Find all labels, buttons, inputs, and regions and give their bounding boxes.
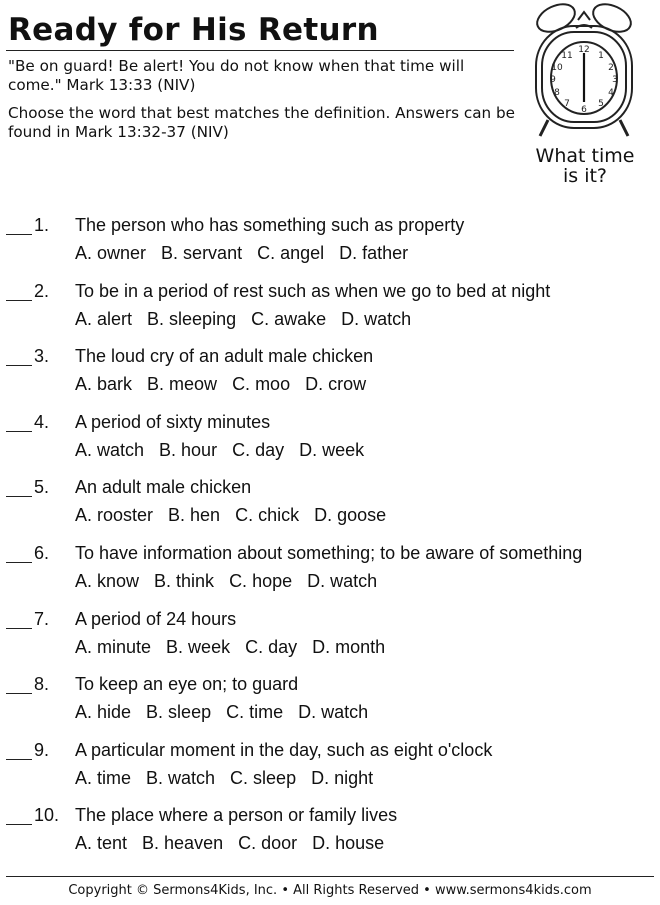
question-definition: The place where a person or family lives (75, 805, 398, 826)
answer-blank[interactable] (6, 562, 32, 563)
svg-text:11: 11 (561, 51, 573, 61)
svg-text:2: 2 (608, 63, 614, 73)
question-number: 7. (34, 608, 50, 629)
question-item (0, 214, 660, 274)
question-definition: A particular moment in the day, such as eight o'clock (75, 739, 493, 760)
answer-option: D. watch (298, 702, 369, 723)
page-title: Ready for His Return (8, 12, 379, 48)
answer-option: C. door (238, 833, 298, 854)
question-definition: The loud cry of an adult male chicken (75, 346, 374, 367)
answer-option: A. time (75, 767, 132, 788)
question-number: 1. (34, 215, 50, 235)
answer-blank[interactable] (6, 693, 32, 694)
footer-copyright: Copyright © Sermons4Kids, Inc. • All Rights Reserved • www.sermons4kids.com (68, 883, 592, 898)
answer-option: C. time (226, 702, 284, 723)
answer-option: D. father (339, 243, 409, 263)
answer-options (75, 768, 388, 789)
answer-option: D. crow (305, 374, 367, 395)
answer-blank[interactable] (6, 824, 32, 825)
answer-options (75, 374, 381, 395)
question-number: 10. (34, 805, 60, 826)
question-number: 5. (34, 477, 50, 498)
answer-blank[interactable] (6, 759, 32, 760)
answer-blank[interactable] (6, 365, 32, 366)
answer-blank[interactable] (6, 300, 32, 301)
title-divider (6, 50, 514, 51)
answer-option: B. hour (159, 439, 218, 460)
scripture-verse: "Be on guard! Be alert! You do not know when that time will come." Mark 13:33 (NIV) (8, 57, 465, 94)
question-number: 9. (34, 739, 50, 760)
answer-option: C. sleep (230, 767, 297, 788)
answer-option: C. moo (232, 374, 291, 395)
answer-option: A. alert (75, 308, 133, 329)
answer-options (75, 637, 400, 658)
question-item (0, 542, 660, 602)
question-item (0, 411, 660, 471)
answer-option: B. sleep (146, 702, 212, 723)
answer-option: C. chick (235, 505, 300, 526)
question-item (0, 673, 660, 733)
answer-option: A. tent (75, 833, 128, 854)
question-item (0, 476, 660, 536)
instructions: Choose the word that best matches the definition. Answers can be found in Mark 13:32-37 (NIV) (8, 104, 515, 141)
answer-option: B. sleeping (147, 308, 237, 329)
answer-options (75, 571, 392, 592)
answer-option: D. month (312, 636, 386, 657)
answer-option: B. meow (147, 374, 218, 395)
footer-divider (6, 876, 654, 877)
answer-option: B. think (154, 571, 215, 591)
svg-text:3: 3 (612, 75, 618, 85)
answer-option: A. hide (75, 702, 132, 723)
question-item (0, 280, 660, 340)
question-definition: A period of sixty minutes (75, 411, 271, 432)
answer-options (75, 833, 399, 854)
question-item (0, 608, 660, 668)
question-definition: To have information about something; to be aware of something (75, 543, 583, 563)
answer-option: A. know (75, 571, 140, 591)
svg-text:9: 9 (550, 75, 556, 85)
answer-option: B. week (166, 636, 231, 657)
answer-blank[interactable] (6, 431, 32, 432)
answer-blank[interactable] (6, 628, 32, 629)
answer-option: A. watch (75, 439, 145, 460)
answer-blank[interactable] (6, 496, 32, 497)
answer-options (75, 243, 423, 264)
answer-option: A. owner (75, 243, 147, 263)
answer-option: A. minute (75, 636, 152, 657)
svg-text:1: 1 (598, 51, 604, 61)
answer-option: C. awake (251, 308, 327, 329)
alarm-clock-icon (528, 2, 640, 142)
answer-blank[interactable] (6, 234, 32, 235)
answer-option: D. night (311, 767, 374, 788)
question-definition: A period of 24 hours (75, 608, 237, 629)
svg-text:4: 4 (608, 88, 614, 98)
question-number: 6. (34, 543, 50, 563)
answer-options (75, 440, 379, 461)
question-definition: To keep an eye on; to guard (75, 674, 299, 695)
clock-caption-line2: is it? (562, 165, 608, 187)
question-item (0, 345, 660, 405)
svg-text:7: 7 (564, 99, 570, 109)
svg-text:6: 6 (581, 105, 587, 115)
answer-option: A. bark (75, 374, 133, 395)
answer-option: D. week (299, 439, 365, 460)
answer-option: D. goose (314, 505, 387, 526)
question-item (0, 739, 660, 799)
answer-option: A. rooster (75, 505, 154, 526)
answer-option: C. day (245, 636, 298, 657)
svg-text:10: 10 (551, 63, 563, 73)
answer-option: C. day (232, 439, 285, 460)
clock-caption (520, 146, 650, 186)
question-number: 8. (34, 674, 50, 695)
svg-text:12: 12 (578, 45, 590, 55)
question-definition: An adult male chicken (75, 477, 252, 498)
question-number: 3. (34, 346, 50, 367)
answer-option: B. watch (146, 767, 216, 788)
question-definition: The person who has something such as property (75, 215, 465, 235)
answer-option: D. watch (307, 571, 378, 591)
question-item (0, 804, 660, 864)
answer-option: C. angel (257, 243, 325, 263)
answer-option: D. house (312, 833, 385, 854)
answer-option: C. hope (229, 571, 293, 591)
answer-options (75, 702, 383, 723)
answer-option: B. servant (161, 243, 243, 263)
question-number: 4. (34, 411, 50, 432)
question-number: 2. (34, 280, 50, 301)
answer-options (75, 505, 401, 526)
answer-options (75, 309, 426, 330)
answer-option: B. hen (168, 505, 221, 526)
svg-text:5: 5 (598, 99, 604, 109)
svg-text:8: 8 (554, 88, 560, 98)
clock-caption-line1: What time (535, 145, 635, 167)
question-definition: To be in a period of rest such as when we go to bed at night (75, 280, 551, 301)
answer-option: D. watch (341, 308, 412, 329)
answer-option: B. heaven (142, 833, 224, 854)
